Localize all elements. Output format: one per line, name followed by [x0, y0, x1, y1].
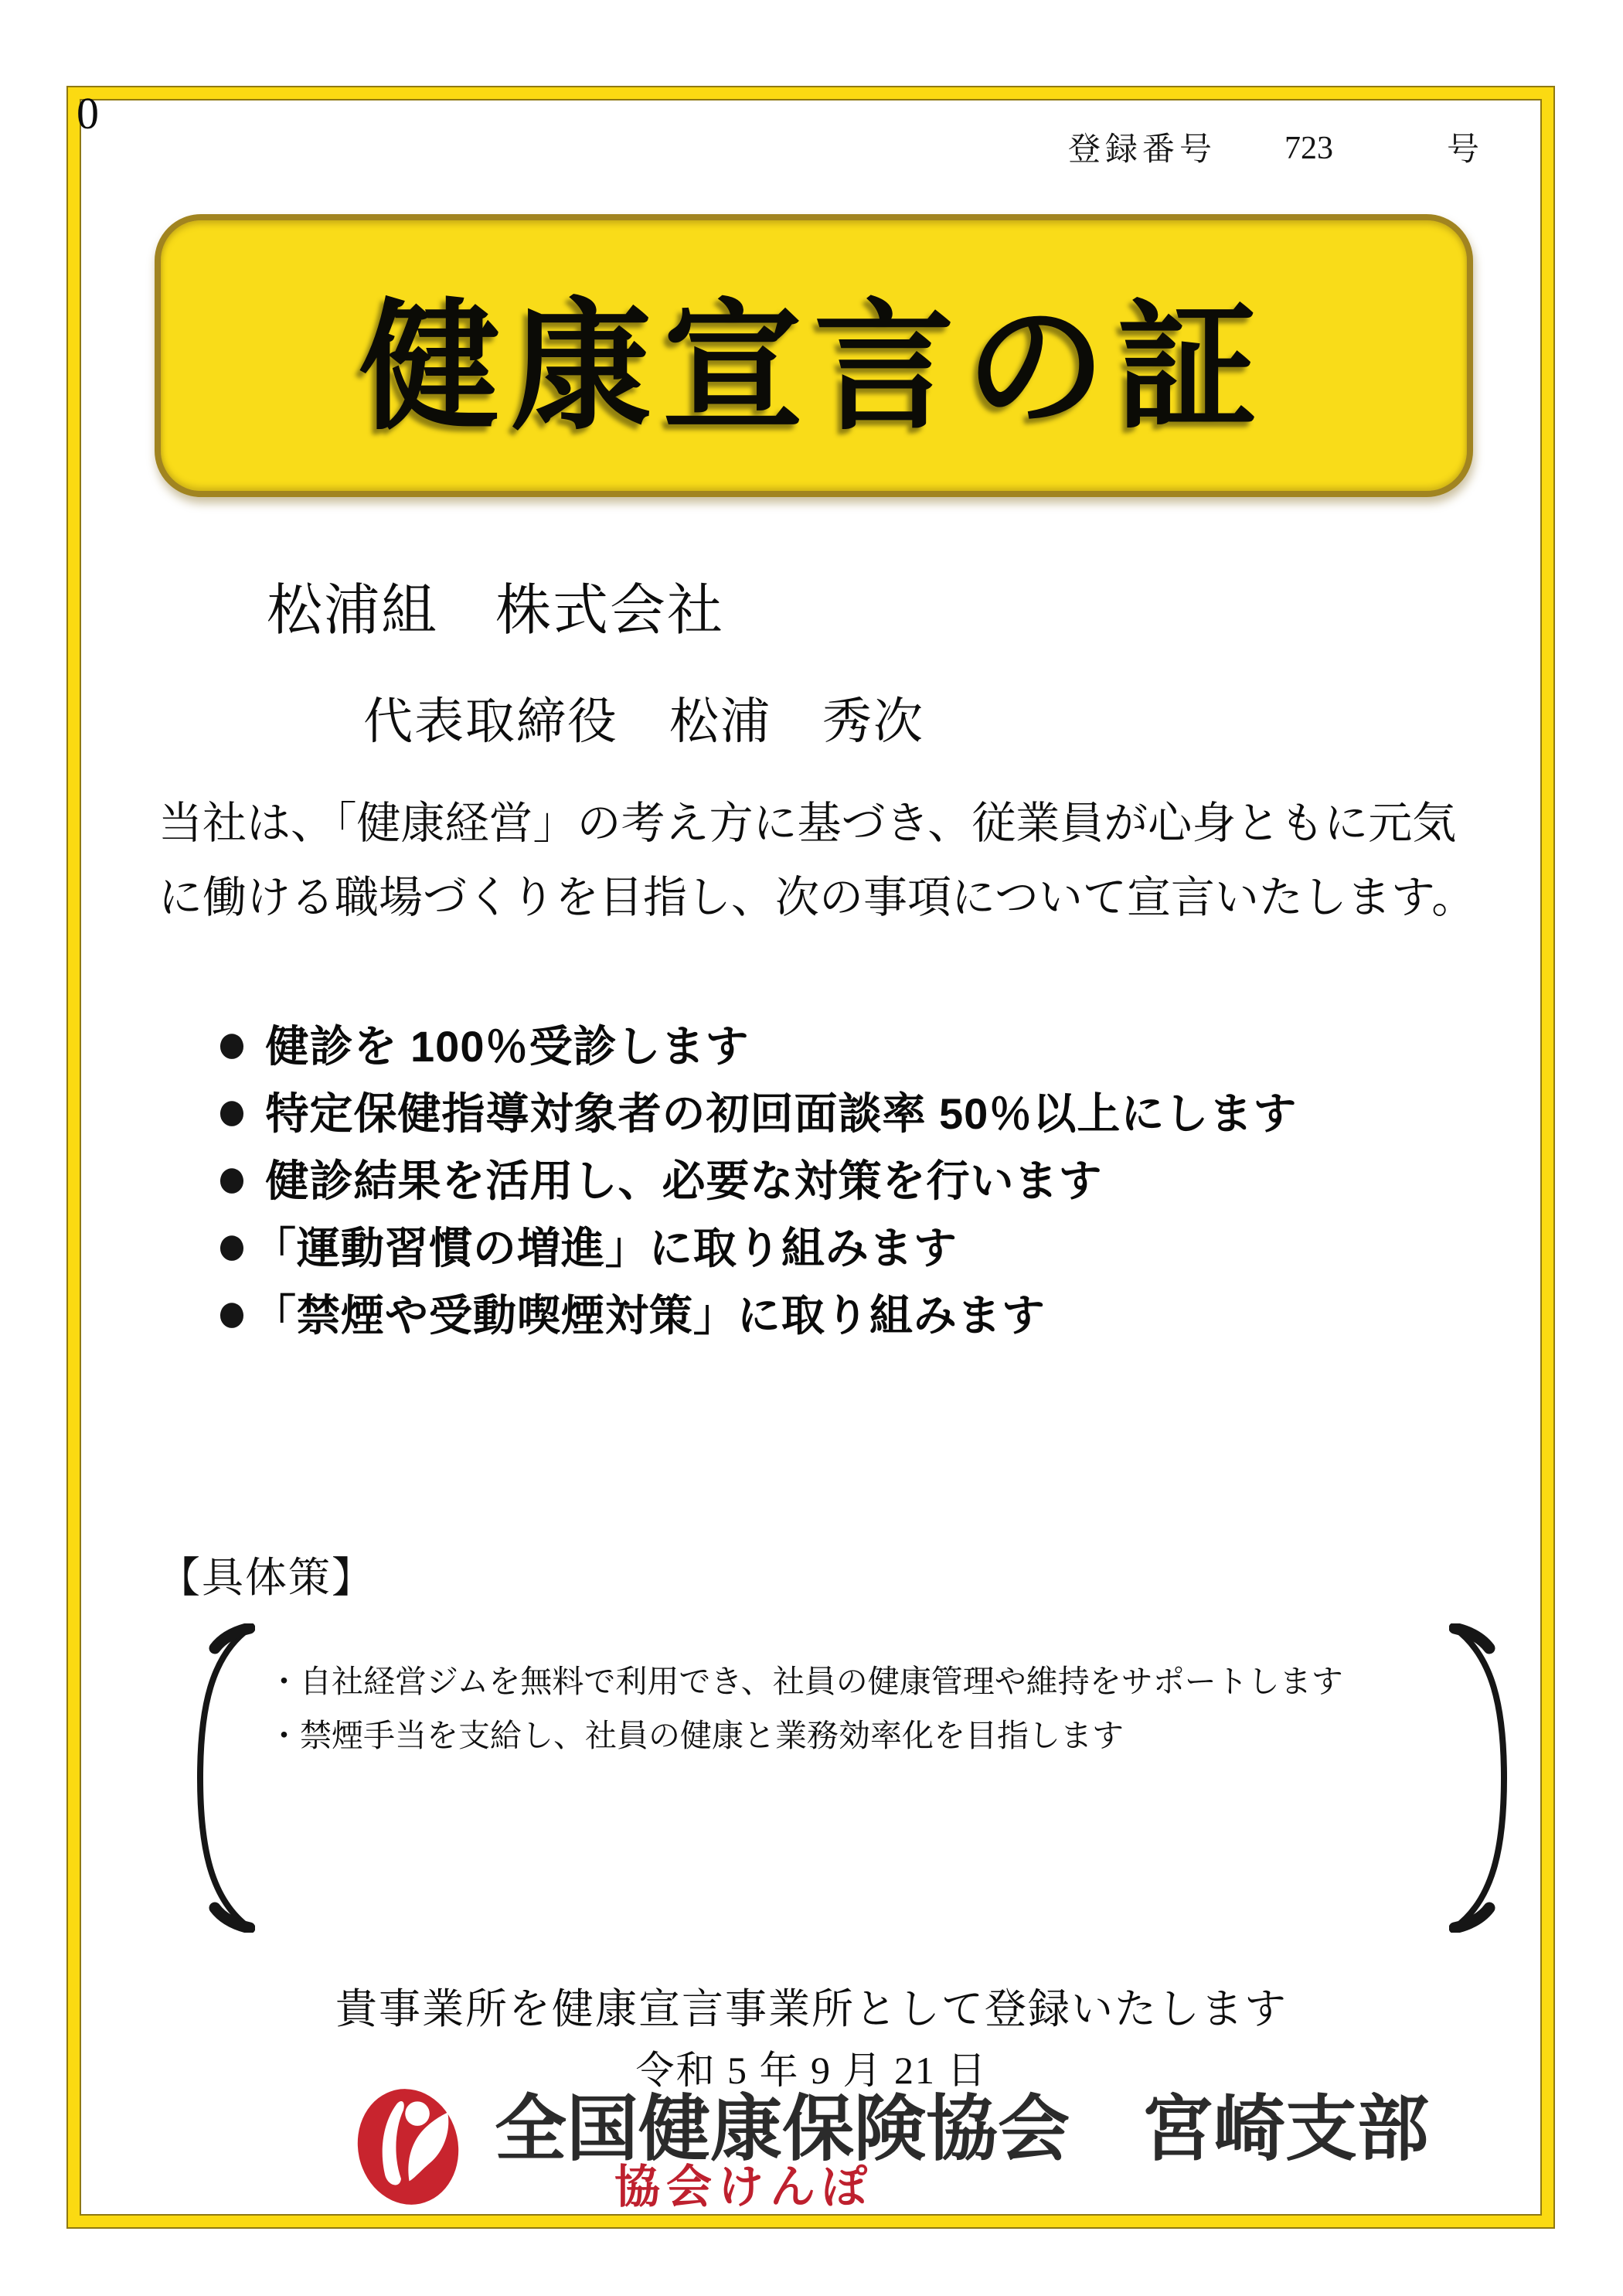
declaration-paragraph — [158, 787, 1565, 935]
bullet-icon: ● — [215, 1279, 249, 1345]
bullet-icon: ● — [215, 1211, 249, 1278]
declaration-line: 当社は、「健康経営」の考え方に基づき、従業員が心身ともに元気 — [158, 799, 1457, 848]
pledge-item — [214, 1077, 1528, 1144]
pledge-item — [214, 1144, 1528, 1211]
registration-statement: 貴事業所を健康宣言事業所として登録いたします — [335, 1986, 1288, 2032]
bullet-icon: ● — [215, 1010, 249, 1076]
issuer-brand-name: 協会けんぽ — [614, 2161, 874, 2213]
issuer-organization-name: 全国健康保険協会 宮崎支部 — [495, 2089, 1429, 2169]
pledge-item — [214, 1010, 1528, 1077]
bullet-icon: ● — [215, 1077, 249, 1143]
pledge-text: 「運動習慣の増進」に取り組みます — [252, 1223, 958, 1272]
measures-block — [182, 1623, 1523, 1933]
pledge-list — [214, 1010, 1528, 1346]
bullet-icon: ● — [215, 1144, 249, 1211]
company-name: 松浦組 株式会社 — [267, 580, 725, 642]
pledge-item — [214, 1279, 1528, 1346]
registration-date: 令和 5 年 9 月 21 日 — [635, 2049, 988, 2092]
registration-label: 登録番号 — [1068, 132, 1217, 168]
measure-item: ・禁煙手当を支給し、社員の健康と業務効率化を目指します — [268, 1718, 1124, 1753]
measure-item: ・自社経営ジムを無料で利用でき、社員の健康管理や維持をサポートします — [268, 1664, 1343, 1699]
certificate-title: 健康宣言の証 — [359, 291, 1268, 447]
registration-number: 723 — [1284, 131, 1333, 166]
pledge-text: 「禁煙や受動喫煙対策」に取り組みます — [252, 1290, 1046, 1340]
left-bracket-decoration — [182, 1623, 255, 1933]
measures-heading: 【具体策】 — [158, 1555, 375, 1601]
pledge-text: 健診を 100％受診します — [252, 1021, 750, 1071]
declaration-line: に働ける職場づくりを目指し、次の事項について宣言いたします。 — [158, 874, 1476, 922]
pledge-item — [214, 1211, 1528, 1279]
registration-suffix: 号 — [1447, 132, 1480, 168]
right-bracket-decoration — [1449, 1623, 1523, 1933]
pledge-text: 健診結果を活用し、必要な対策を行います — [252, 1156, 1103, 1205]
title-banner — [155, 214, 1473, 497]
measures-items — [268, 1654, 1343, 1763]
scan-artifact-glyph: 0 — [77, 88, 99, 138]
pledge-text: 特定保健指導対象者の初回面談率 50％以上にします — [252, 1088, 1298, 1138]
kyokai-kenpo-logo-icon — [349, 2086, 467, 2208]
company-representative: 代表取締役 松浦 秀次 — [363, 694, 924, 749]
